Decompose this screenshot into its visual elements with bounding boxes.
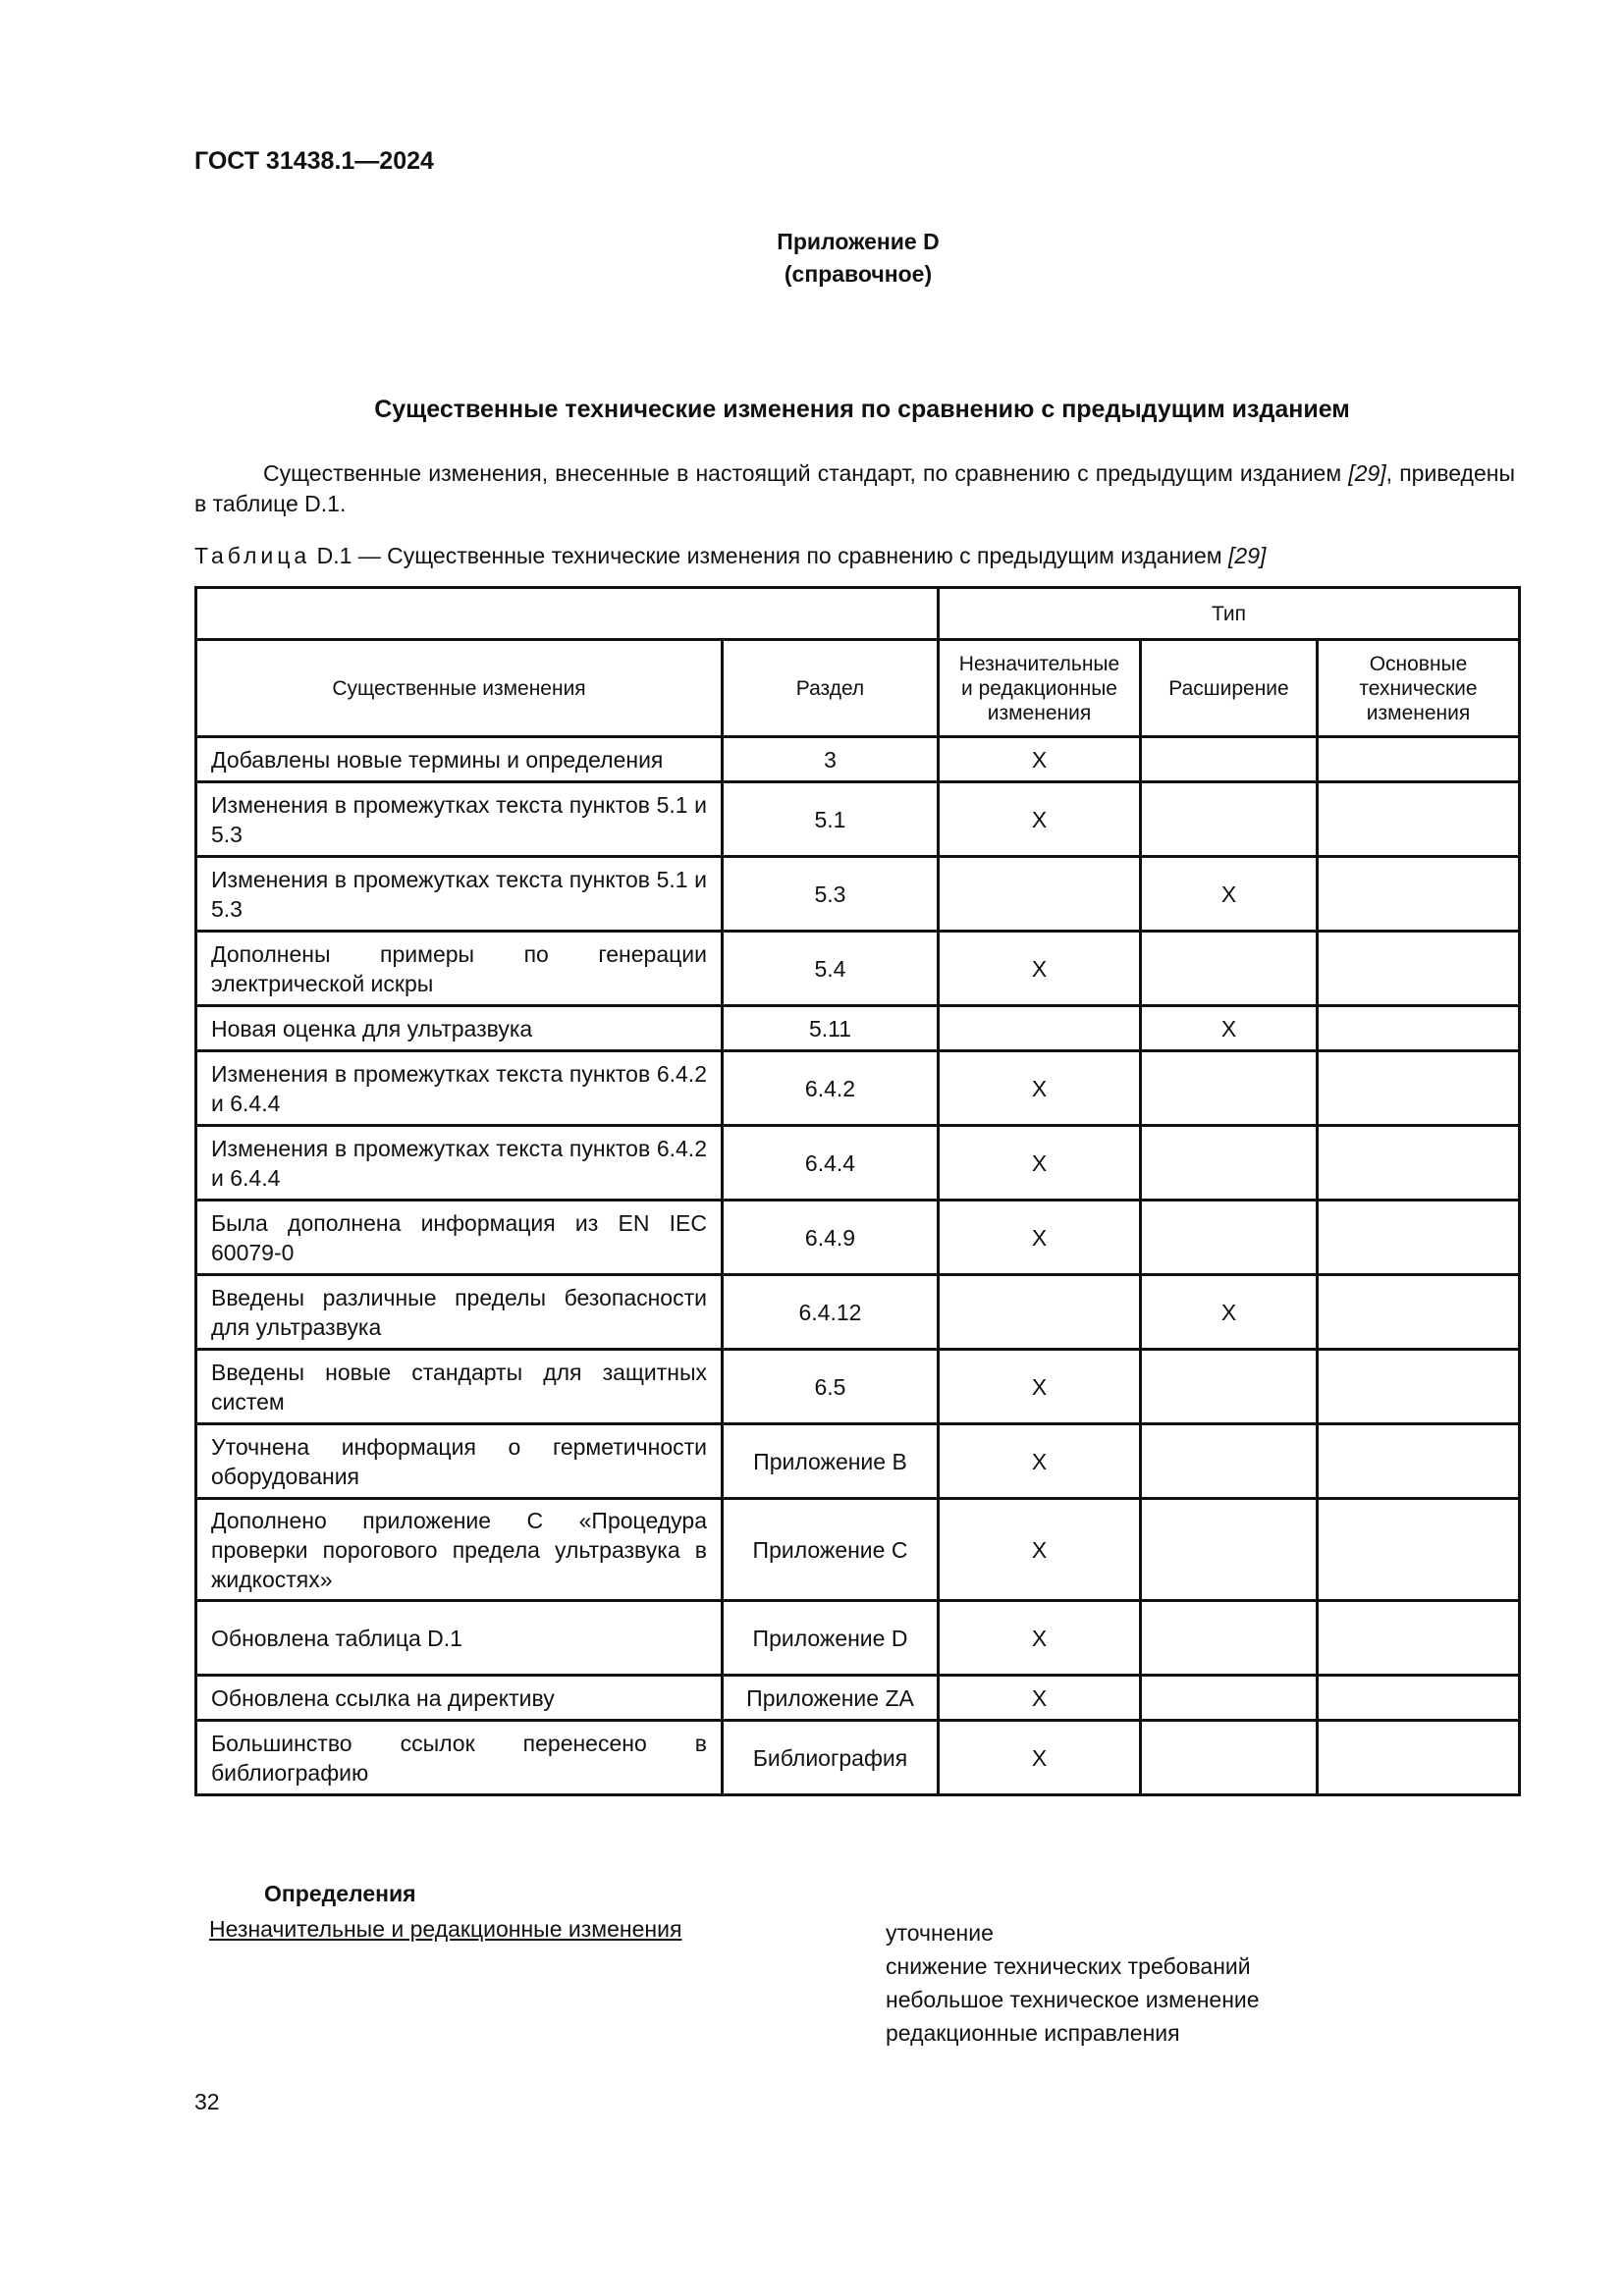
cell-change: Изменения в промежутках текста пунктов 6.4.2 и 6.4.4: [196, 1051, 723, 1126]
cell-minor: [939, 857, 1141, 932]
definition-item: редакционные исправления: [886, 2020, 1180, 2046]
cell-extension: X: [1141, 1275, 1318, 1350]
table-row: [196, 1721, 1520, 1795]
cell-major: [1318, 1051, 1520, 1126]
document-code: ГОСТ 31438.1—2024: [194, 147, 434, 175]
cell-major: [1318, 1275, 1520, 1350]
cell-section: 6.4.9: [723, 1201, 939, 1275]
definition-item: уточнение: [886, 1920, 994, 1946]
cell-extension: [1141, 932, 1318, 1006]
cell-change: Введены новые стандарты для защитных систем: [196, 1350, 723, 1424]
cell-section: 5.1: [723, 782, 939, 857]
cell-section: 5.3: [723, 857, 939, 932]
cell-extension: [1141, 1350, 1318, 1424]
cell-minor: X: [939, 1126, 1141, 1201]
header-empty-cell: [196, 588, 939, 640]
cell-extension: [1141, 1051, 1318, 1126]
table-row: [196, 1601, 1520, 1676]
cell-section: 6.5: [723, 1350, 939, 1424]
cell-extension: [1141, 1424, 1318, 1499]
cell-minor: X: [939, 1601, 1141, 1676]
definition-item: небольшое техническое изменение: [886, 1987, 1260, 2012]
cell-extension: [1141, 1676, 1318, 1721]
header-type-group: Тип: [939, 588, 1520, 640]
cell-major: [1318, 1006, 1520, 1051]
table-caption-reference: [29]: [1228, 543, 1267, 568]
annex-name: Приложение D: [777, 229, 940, 254]
table-row: [196, 1126, 1520, 1201]
cell-section: 3: [723, 737, 939, 782]
table-row: [196, 932, 1520, 1006]
cell-minor: [939, 1006, 1141, 1051]
cell-minor: X: [939, 1051, 1141, 1126]
intro-text: Существенные изменения, внесенные в настоящий стандарт, по сравнению с предыдущим изданием: [263, 460, 1349, 486]
cell-change: Добавлены новые термины и определения: [196, 737, 723, 782]
cell-major: [1318, 737, 1520, 782]
cell-section: 6.4.2: [723, 1051, 939, 1126]
cell-change: Изменения в промежутках текста пунктов 5.1 и 5.3: [196, 782, 723, 857]
table-row: [196, 1275, 1520, 1350]
cell-section: 5.4: [723, 932, 939, 1006]
cell-extension: [1141, 1499, 1318, 1601]
annex-status: (справочное): [784, 261, 933, 287]
cell-minor: X: [939, 932, 1141, 1006]
table-row: [196, 737, 1520, 782]
table-caption: [194, 543, 1266, 569]
cell-extension: X: [1141, 1006, 1318, 1051]
cell-minor: X: [939, 1424, 1141, 1499]
cell-extension: [1141, 1201, 1318, 1275]
cell-minor: X: [939, 1721, 1141, 1795]
cell-minor: X: [939, 782, 1141, 857]
table-row: [196, 1424, 1520, 1499]
table-header-row: [196, 640, 1520, 737]
cell-section: Приложение С: [723, 1499, 939, 1601]
cell-change: Новая оценка для ультразвука: [196, 1006, 723, 1051]
cell-change: Изменения в промежутках текста пунктов 5.1 и 5.3: [196, 857, 723, 932]
table-row: [196, 1676, 1520, 1721]
cell-major: [1318, 932, 1520, 1006]
cell-section: Приложение ZA: [723, 1676, 939, 1721]
table-row: [196, 1350, 1520, 1424]
cell-extension: [1141, 1721, 1318, 1795]
definitions-term: Незначительные и редакционные изменения: [209, 1916, 682, 1942]
cell-minor: X: [939, 1201, 1141, 1275]
intro-text-end: , приведены в таблице D.1.: [194, 460, 1515, 516]
table-caption-text: D.1 — Существенные технические изменения по сравнению с предыдущим изданием: [310, 543, 1229, 568]
intro-reference: [29]: [1348, 460, 1386, 486]
cell-change: Большинство ссылок перенесено в библиографию: [196, 1721, 723, 1795]
cell-change: Изменения в промежутках текста пунктов 6.4.2 и 6.4.4: [196, 1126, 723, 1201]
cell-change: Обновлена ссылка на директиву: [196, 1676, 723, 1721]
cell-major: [1318, 1126, 1520, 1201]
cell-section: 6.4.12: [723, 1275, 939, 1350]
table-row: [196, 1006, 1520, 1051]
cell-change: Введены различные пределы безопасности для ультразвука: [196, 1275, 723, 1350]
cell-extension: X: [1141, 857, 1318, 932]
header-change: Существенные изменения: [196, 640, 723, 737]
cell-extension: [1141, 782, 1318, 857]
cell-minor: X: [939, 1499, 1141, 1601]
cell-major: [1318, 1499, 1520, 1601]
cell-minor: X: [939, 1350, 1141, 1424]
cell-major: [1318, 857, 1520, 932]
header-extension: Расширение: [1141, 640, 1318, 737]
annex-title: [0, 226, 1624, 291]
definitions-list: [886, 1916, 1260, 2050]
cell-change: Дополнено приложение С «Процедура проверки порогового предела ультразвука в жидкостях»: [196, 1499, 723, 1601]
cell-extension: [1141, 737, 1318, 782]
definition-item: снижение технических требований: [886, 1953, 1251, 1979]
table-caption-label: Таблица: [194, 543, 311, 568]
cell-minor: [939, 1275, 1141, 1350]
page-number: 32: [194, 2089, 220, 2114]
table-row: [196, 782, 1520, 857]
cell-major: [1318, 782, 1520, 857]
cell-section: Библиография: [723, 1721, 939, 1795]
header-major: Основные технические изменения: [1318, 640, 1520, 737]
table-row: [196, 857, 1520, 932]
cell-minor: X: [939, 737, 1141, 782]
cell-section: 6.4.4: [723, 1126, 939, 1201]
cell-major: [1318, 1201, 1520, 1275]
intro-paragraph: [194, 458, 1515, 519]
cell-section: Приложение В: [723, 1424, 939, 1499]
cell-major: [1318, 1721, 1520, 1795]
cell-major: [1318, 1676, 1520, 1721]
header-section: Раздел: [723, 640, 939, 737]
header-minor: Незначительные и редакционные изменения: [939, 640, 1141, 737]
definitions-title: Определения: [264, 1881, 416, 1906]
cell-major: [1318, 1424, 1520, 1499]
cell-major: [1318, 1601, 1520, 1676]
table-header-row-top: [196, 588, 1520, 640]
cell-change: Была дополнена информация из EN IEC 60079-0: [196, 1201, 723, 1275]
table-row: [196, 1499, 1520, 1601]
cell-section: Приложение D: [723, 1601, 939, 1676]
cell-major: [1318, 1350, 1520, 1424]
section-heading: Существенные технические изменения по сравнению с предыдущим изданием: [374, 396, 1350, 423]
cell-extension: [1141, 1601, 1318, 1676]
changes-table: [194, 586, 1521, 1796]
table-row: [196, 1201, 1520, 1275]
cell-extension: [1141, 1126, 1318, 1201]
cell-minor: X: [939, 1676, 1141, 1721]
table-row: [196, 1051, 1520, 1126]
cell-change: Уточнена информация о герметичности оборудования: [196, 1424, 723, 1499]
cell-section: 5.11: [723, 1006, 939, 1051]
cell-change: Обновлена таблица D.1: [196, 1601, 723, 1676]
cell-change: Дополнены примеры по генерации электрической искры: [196, 932, 723, 1006]
